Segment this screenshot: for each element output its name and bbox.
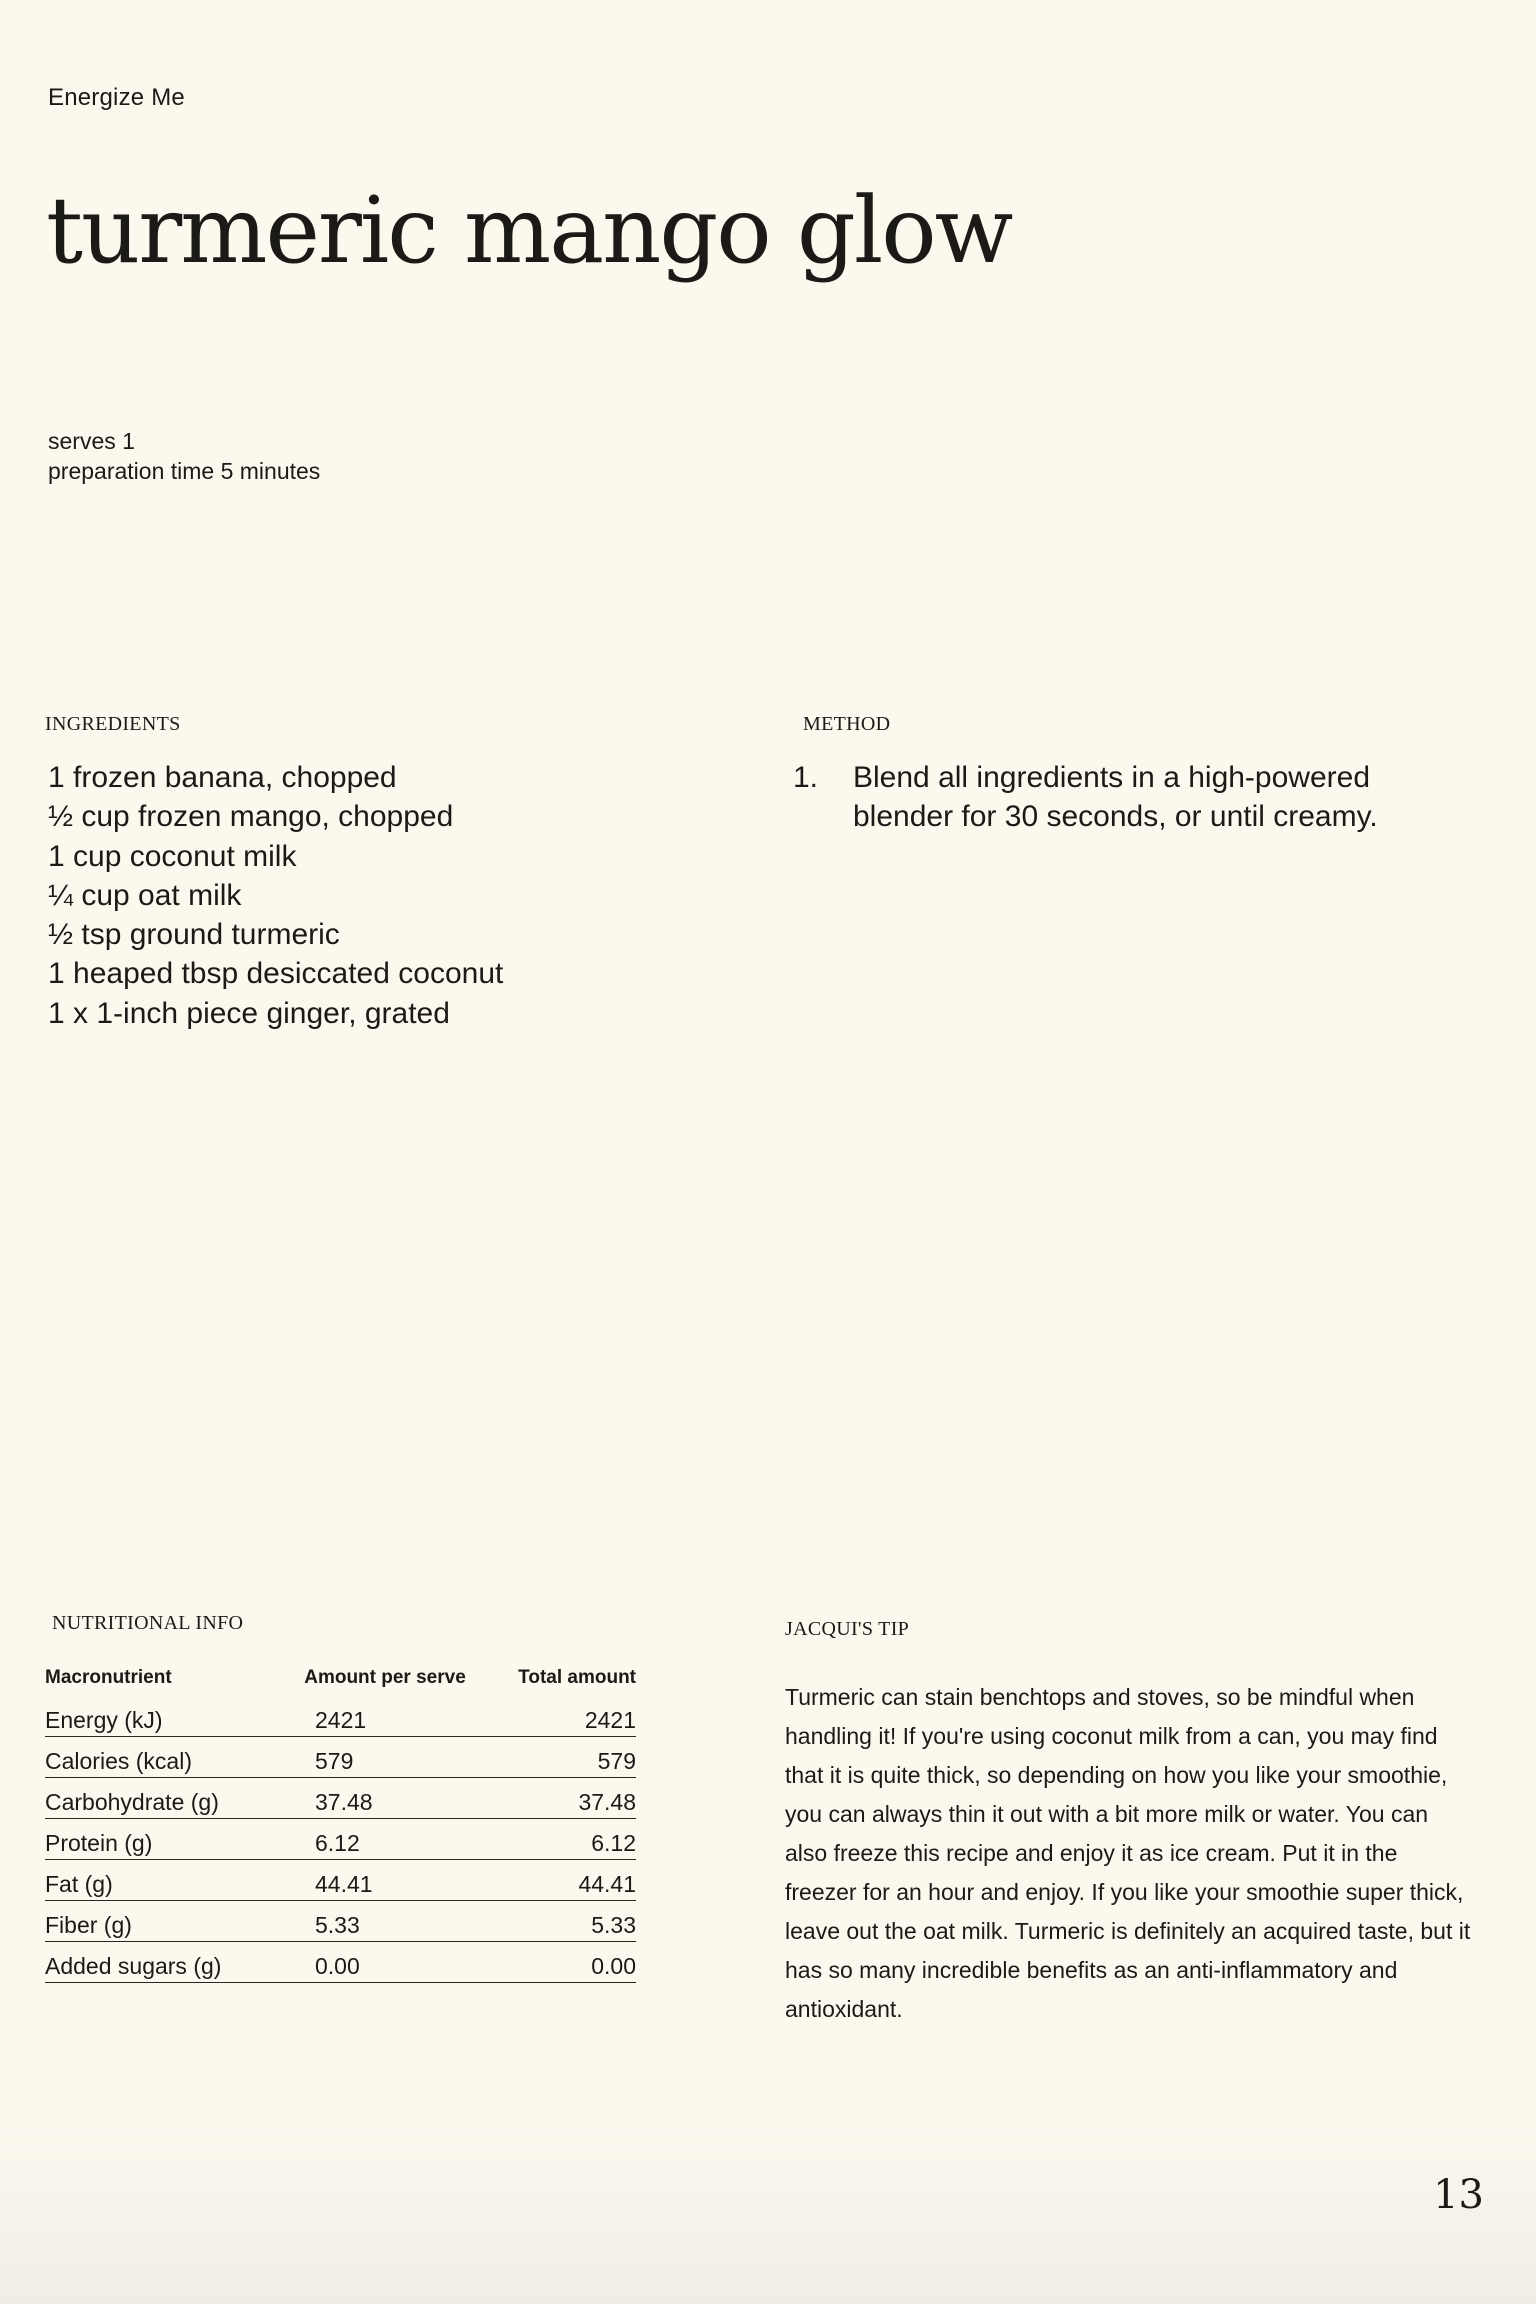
column-header-total-amount: Total amount bbox=[518, 1667, 636, 1688]
ingredients-heading: INGREDIENTS bbox=[45, 713, 181, 735]
total-cell: 6.12 bbox=[495, 1819, 636, 1860]
amount-cell: 6.12 bbox=[275, 1819, 495, 1860]
method-step bbox=[793, 758, 1433, 837]
ingredient-item: 1 frozen banana, chopped bbox=[48, 761, 397, 794]
ingredient-item: ½ cup frozen mango, chopped bbox=[48, 800, 454, 834]
macronutrient-cell: Added sugars (g) bbox=[45, 1942, 275, 1983]
macronutrient-cell: Energy (kJ) bbox=[45, 1696, 275, 1737]
table-row bbox=[45, 1778, 636, 1819]
nutrition-header-row bbox=[45, 1660, 636, 1696]
step-number: 1. bbox=[793, 761, 819, 794]
ingredient-item: 1 heaped tbsp desiccated coconut bbox=[48, 957, 504, 991]
macronutrient-cell: Fat (g) bbox=[45, 1860, 275, 1901]
prep-time-text: preparation time 5 minutes bbox=[48, 458, 321, 484]
step-text: Blend all ingredients in a high-powered blender for 30 seconds, or until creamy. bbox=[853, 761, 1378, 834]
macronutrient-cell: Carbohydrate (g) bbox=[45, 1778, 275, 1819]
macronutrient-cell: Calories (kcal) bbox=[45, 1737, 275, 1778]
tip-heading: JACQUI'S TIP bbox=[785, 1618, 910, 1640]
ingredient-item: 1 x 1-inch piece ginger, grated bbox=[48, 996, 450, 1030]
total-cell: 37.48 bbox=[495, 1778, 636, 1819]
ingredient-item: 1 cup coconut milk bbox=[48, 839, 297, 873]
total-cell: 5.33 bbox=[495, 1901, 636, 1942]
recipe-title: turmeric mango glow bbox=[46, 177, 1012, 284]
table-row bbox=[45, 1860, 636, 1901]
table-row bbox=[45, 1696, 636, 1737]
amount-cell: 0.00 bbox=[275, 1942, 495, 1983]
amount-cell: 5.33 bbox=[275, 1901, 495, 1942]
page-number: 13 bbox=[1433, 2172, 1484, 2218]
total-cell: 44.41 bbox=[495, 1860, 636, 1901]
method-list bbox=[793, 758, 1433, 837]
nutrition-table bbox=[45, 1660, 636, 1983]
method-heading: METHOD bbox=[803, 713, 891, 735]
total-cell: 579 bbox=[495, 1737, 636, 1778]
section-label: Energize Me bbox=[48, 84, 185, 111]
ingredients-list bbox=[48, 758, 503, 1033]
total-cell: 0.00 bbox=[495, 1942, 636, 1983]
tip-text: Turmeric can stain benchtops and stoves, so be mindful when handling it! If you're using coconut milk from a can, you may find that it is quite thick, so depending on how you like your smoothie, you can always thin it out with a bit more milk or water. You can also freeze this recipe and enjoy it as ice cream. Put it in the freezer for an hour and enjoy. If you like your smoothie super thick, leave out the oat milk. Turmeric is definitely an acquired taste, but it has so many incredible benefits as an anti-inflammatory and antioxidant. bbox=[785, 1684, 1471, 2022]
column-header-macronutrient: Macronutrient bbox=[45, 1667, 172, 1688]
macronutrient-cell: Fiber (g) bbox=[45, 1901, 275, 1942]
amount-cell: 37.48 bbox=[275, 1778, 495, 1819]
nutrition-heading: NUTRITIONAL INFO bbox=[52, 1612, 244, 1634]
table-row bbox=[45, 1901, 636, 1942]
serves-text: serves 1 bbox=[48, 428, 135, 454]
total-cell: 2421 bbox=[495, 1696, 636, 1737]
ingredient-item: ¼ cup oat milk bbox=[48, 878, 242, 912]
amount-cell: 2421 bbox=[275, 1696, 495, 1737]
table-row bbox=[45, 1819, 636, 1860]
macronutrient-cell: Protein (g) bbox=[45, 1819, 275, 1860]
column-header-amount-per-serve: Amount per serve bbox=[304, 1667, 466, 1688]
recipe-meta bbox=[48, 426, 320, 486]
amount-cell: 579 bbox=[275, 1737, 495, 1778]
amount-cell: 44.41 bbox=[275, 1860, 495, 1901]
table-row bbox=[45, 1942, 636, 1983]
table-row bbox=[45, 1737, 636, 1778]
ingredient-item: ½ tsp ground turmeric bbox=[48, 918, 340, 952]
